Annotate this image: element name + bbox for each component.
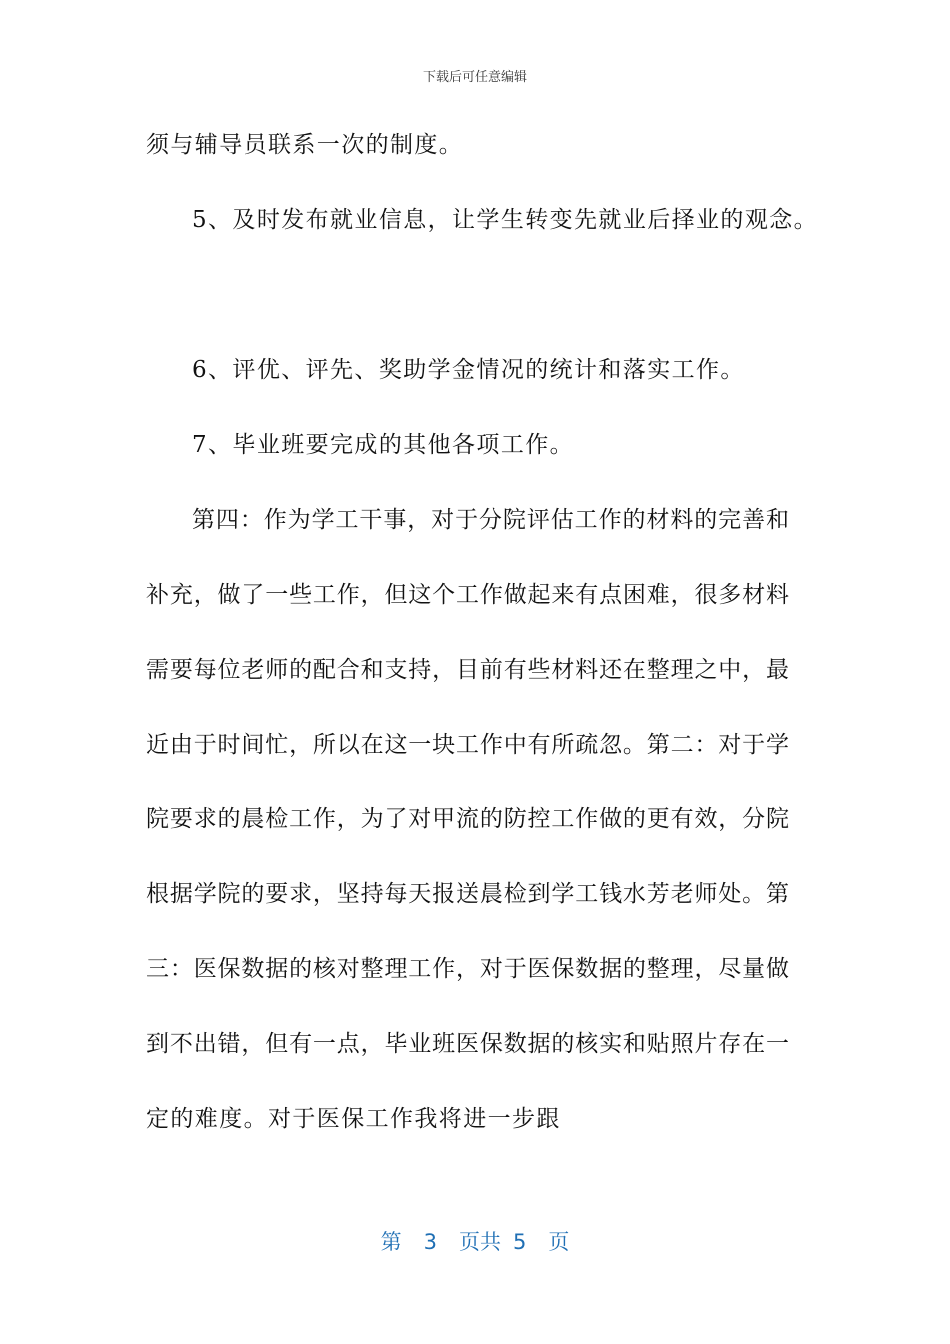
header-note: 下载后可任意编辑 — [422, 70, 527, 85]
body-line: 7、毕业班要完成的其他各项工作。 — [192, 432, 575, 458]
body-line: 定的难度。对于医保工作我将进一步跟 — [146, 1106, 561, 1132]
body-line: 6、评优、评先、奖助学金情况的统计和落实工作。 — [192, 357, 745, 383]
body-line: 补充，做了一些工作，但这个工作做起来有点困难，很多材料 — [146, 582, 789, 608]
body-line: 近由于时间忙，所以在这一块工作中有所疏忽。第二：对于学 — [146, 732, 789, 758]
footer-current-page: 3 — [423, 1230, 437, 1254]
body-line: 须与辅导员联系一次的制度。 — [146, 132, 464, 158]
page-footer — [0, 1226, 950, 1256]
body-line: 第四：作为学工干事，对于分院评估工作的材料的完善和 — [192, 507, 789, 533]
body-line: 需要每位老师的配合和支持，目前有些材料还在整理之中，最 — [146, 657, 789, 683]
body-line: 三：医保数据的核对整理工作，对于医保数据的整理，尽量做 — [146, 956, 789, 982]
body-line: 根据学院的要求，坚持每天报送晨检到学工钱水芳老师处。第 — [146, 881, 789, 907]
footer-prefix: 第 — [380, 1230, 402, 1254]
body-line: 5、及时发布就业信息，让学生转变先就业后择业的观念。 — [192, 207, 819, 233]
body-line: 院要求的晨检工作，为了对甲流的防控工作做的更有效，分院 — [146, 806, 789, 832]
footer-middle: 页共 — [459, 1230, 501, 1254]
footer-suffix: 页 — [548, 1230, 570, 1254]
footer-total-pages: 5 — [513, 1230, 527, 1254]
body-line: 到不出错，但有一点，毕业班医保数据的核实和贴照片存在一 — [146, 1031, 789, 1057]
